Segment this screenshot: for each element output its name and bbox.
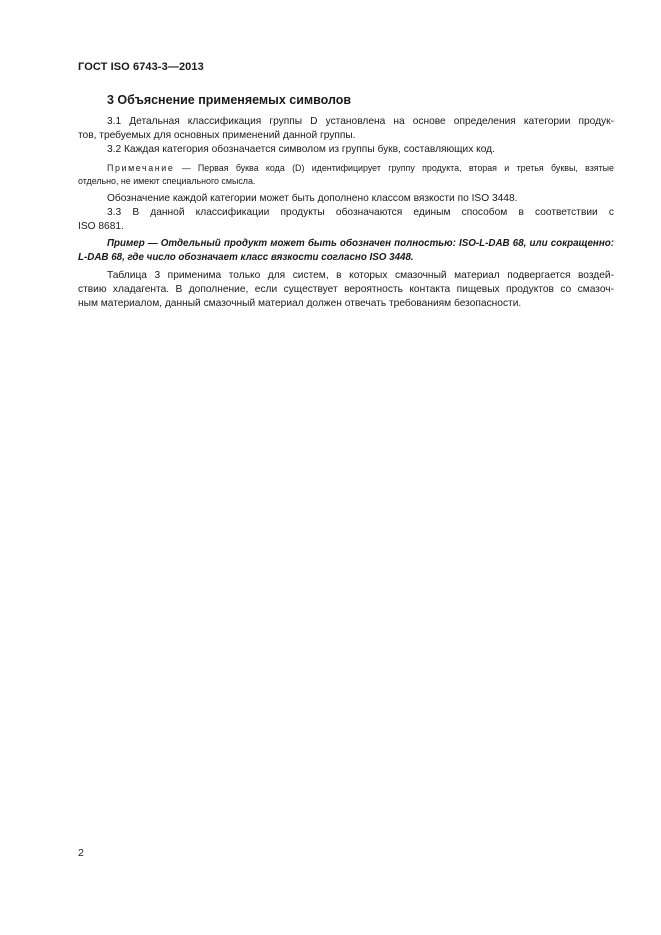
paragraph-3-1-line-1: 3.1 Детальная классификация группы D установлена на основе определения категории продук- <box>107 116 614 127</box>
note-text: — Первая буква кода (D) идентифицирует группу продукта, вторая и третья буквы, взятые <box>174 163 614 173</box>
example-line-2: L-DAB 68, где число обозначает класс вязкости согласно ISO 3448. <box>78 251 414 263</box>
viscosity-paragraph: Обозначение каждой категории может быть дополнено классом вязкости по ISO 3448. <box>107 193 518 204</box>
note-block <box>78 162 614 187</box>
note-line-1 <box>78 162 614 175</box>
note-label: Примечание <box>107 163 175 173</box>
paragraph-3-2: 3.2 Каждая категория обозначается символом из группы букв, составляющих код. <box>107 144 495 155</box>
paragraph-3-3 <box>78 206 614 234</box>
paragraph-3-3-line-2: ISO 8681. <box>78 220 124 232</box>
paragraph-3-1-line-2: тов, требуемых для основных применений данной группы. <box>78 129 356 141</box>
example-block <box>78 237 614 264</box>
table-3-line-2: ствию хладагента. В дополнение, если существует вероятность контакта пищевых продуктов со смазоч- <box>78 283 614 295</box>
page-number: 2 <box>78 847 84 859</box>
paragraph-3-3-line-1: 3.3 В данной классификации продукты обозначаются единым способом в соответствии с <box>107 207 614 218</box>
paragraph-3-1 <box>78 115 614 143</box>
section-title: 3 Объяснение применяемых символов <box>107 93 352 107</box>
example-line-1: Пример — Отдельный продукт может быть обозначен полностью: ISO-L-DAB 68, или сокращенно: <box>107 238 614 249</box>
table-3-paragraph <box>78 269 614 310</box>
standard-code-header: ГОСТ ISO 6743-3—2013 <box>78 61 204 73</box>
note-line-2: отдельно, не имеют специального смысла. <box>78 175 256 186</box>
table-3-line-3: ным материалом, данный смазочный материал должен отвечать требованиям безопасности. <box>78 297 522 309</box>
table-3-line-1: Таблица 3 применима только для систем, в которых смазочный материал подвергается воздей- <box>107 270 614 281</box>
